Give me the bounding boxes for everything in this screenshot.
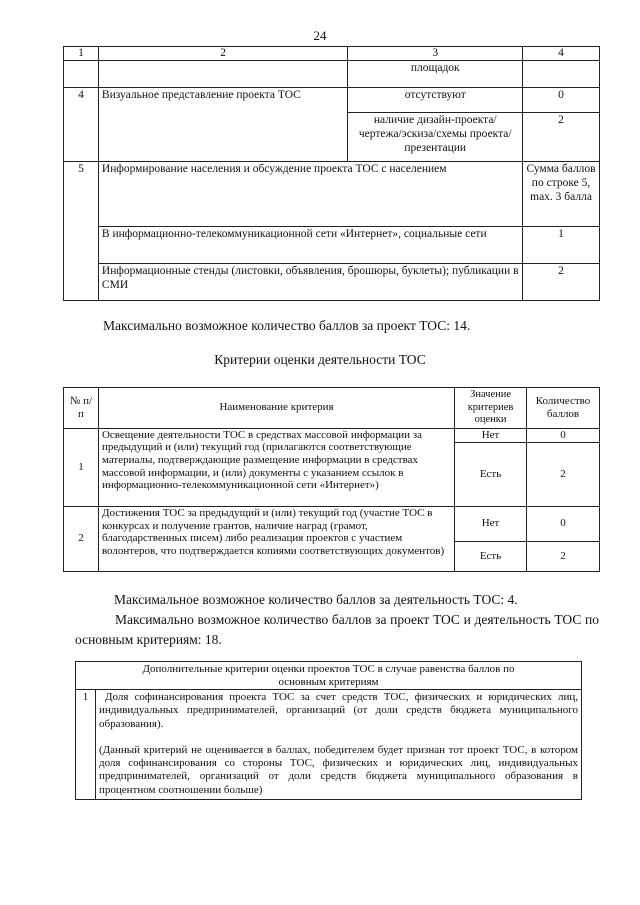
activity-criteria-table xyxy=(63,387,600,572)
sub-criterion: В информационно-телекоммуникационной сети «Интернет», социальные сети xyxy=(98,227,522,264)
score-value: 2 xyxy=(523,113,600,162)
empty-cell xyxy=(64,61,99,88)
value-no: Нет xyxy=(455,428,527,442)
continued-cell: площадок xyxy=(348,61,523,88)
col-header-3: 3 xyxy=(348,47,523,61)
criterion-text: Доля софинансирования проекта ТОС за счет средств ТОС, физических и юридических лиц, индивидуальных предпринимателей, организаций (от доли средств бюджета муниципального образования). xyxy=(98,691,578,730)
score-value: 2 xyxy=(527,541,600,571)
score-value: Сумма баллов по строке 5, max. 3 балла xyxy=(523,162,600,227)
sub-criterion: Информационные стенды (листовки, объявления, брошюры, буклеты); публикации в СМИ xyxy=(98,264,522,301)
col-header-1: 1 xyxy=(64,47,99,61)
criterion-name: Визуальное представление проекта ТОС xyxy=(98,88,347,162)
row-number: 1 xyxy=(76,690,96,800)
score-value: 2 xyxy=(527,442,600,506)
col-header-number: № п/п xyxy=(64,388,99,429)
table-row xyxy=(64,506,600,541)
row-number: 1 xyxy=(64,428,99,506)
option-text: отсутствуют xyxy=(348,88,523,113)
table-row xyxy=(64,61,600,88)
project-criteria-table xyxy=(63,46,600,301)
table-row xyxy=(76,690,582,800)
score-value: 0 xyxy=(523,88,600,113)
table-row xyxy=(64,264,600,301)
table-header-row xyxy=(64,388,600,429)
max-project-score: Максимально возможное количество баллов за проект ТОС: 14. xyxy=(103,318,471,333)
section-title: Критерии оценки деятельности ТОС xyxy=(214,352,426,367)
col-header-4: 4 xyxy=(523,47,600,61)
score-value: 2 xyxy=(523,264,600,301)
col-header-2: 2 xyxy=(98,47,347,61)
max-activity-score: Максимальное возможное количество баллов за деятельность ТОС: 4. xyxy=(114,592,518,607)
criterion-name: Достижения ТОС за предыдущий и (или) текущий год (участие ТОС в конкурсах и получение грантов, наличие наград (грамот, благодарственных писем) либо реализация проектов с участием волонтеров, что подтверждается копиями соответствующих документов) xyxy=(98,506,454,571)
table-row xyxy=(64,88,600,113)
table-header-row xyxy=(76,662,582,690)
max-total-score: Максимально возможное количество баллов за проект ТОС и деятельность ТОС по основным критериям: 18. xyxy=(75,612,599,647)
criterion-name: Освещение деятельности ТОС в средствах массовой информации за предыдущий и (или) текущий год (прилагаются соответствующие материалы, подтверждающие размещение информации в средствах массовой информации, и (или) документы с указанием ссылок в информационно-телекоммуникационной сети «Интернет») xyxy=(98,428,454,506)
option-text: наличие дизайн-проекта/ чертежа/эскиза/схемы проекта/презентации xyxy=(348,113,523,162)
criterion-note: (Данный критерий не оценивается в баллах, победителем будет признан тот проект ТОС, в котором доля софинансирования со стороны ТОС, физических и юридических лиц, индивидуальных предпринимателей, организаций от доли средств бюджета муниципального образования в процентном соотношении больше) xyxy=(98,743,578,796)
table-row xyxy=(64,227,600,264)
table-header-row xyxy=(64,47,600,61)
row-number: 2 xyxy=(64,506,99,571)
score-value: 0 xyxy=(527,428,600,442)
criterion-name: Информирование населения и обсуждение проекта ТОС с населением xyxy=(98,162,522,227)
score-value: 1 xyxy=(523,227,600,264)
additional-criteria-header: Дополнительные критерии оценки проектов ТОС в случае равенства баллов по основным критериям xyxy=(76,662,582,690)
table-row xyxy=(64,162,600,227)
score-value: 0 xyxy=(527,506,600,541)
col-header-count: Количество баллов xyxy=(527,388,600,429)
page-number: 24 xyxy=(313,28,327,43)
row-number: 4 xyxy=(64,88,99,162)
row-number: 5 xyxy=(64,162,99,301)
criterion-description xyxy=(95,690,581,800)
empty-cell xyxy=(523,61,600,88)
col-header-value: Значение критериев оценки xyxy=(455,388,527,429)
value-yes: Есть xyxy=(455,442,527,506)
col-header-name: Наименование критерия xyxy=(98,388,454,429)
value-no: Нет xyxy=(455,506,527,541)
value-yes: Есть xyxy=(455,541,527,571)
table-row xyxy=(64,428,600,442)
empty-cell xyxy=(98,61,347,88)
additional-criteria-table xyxy=(75,661,582,800)
